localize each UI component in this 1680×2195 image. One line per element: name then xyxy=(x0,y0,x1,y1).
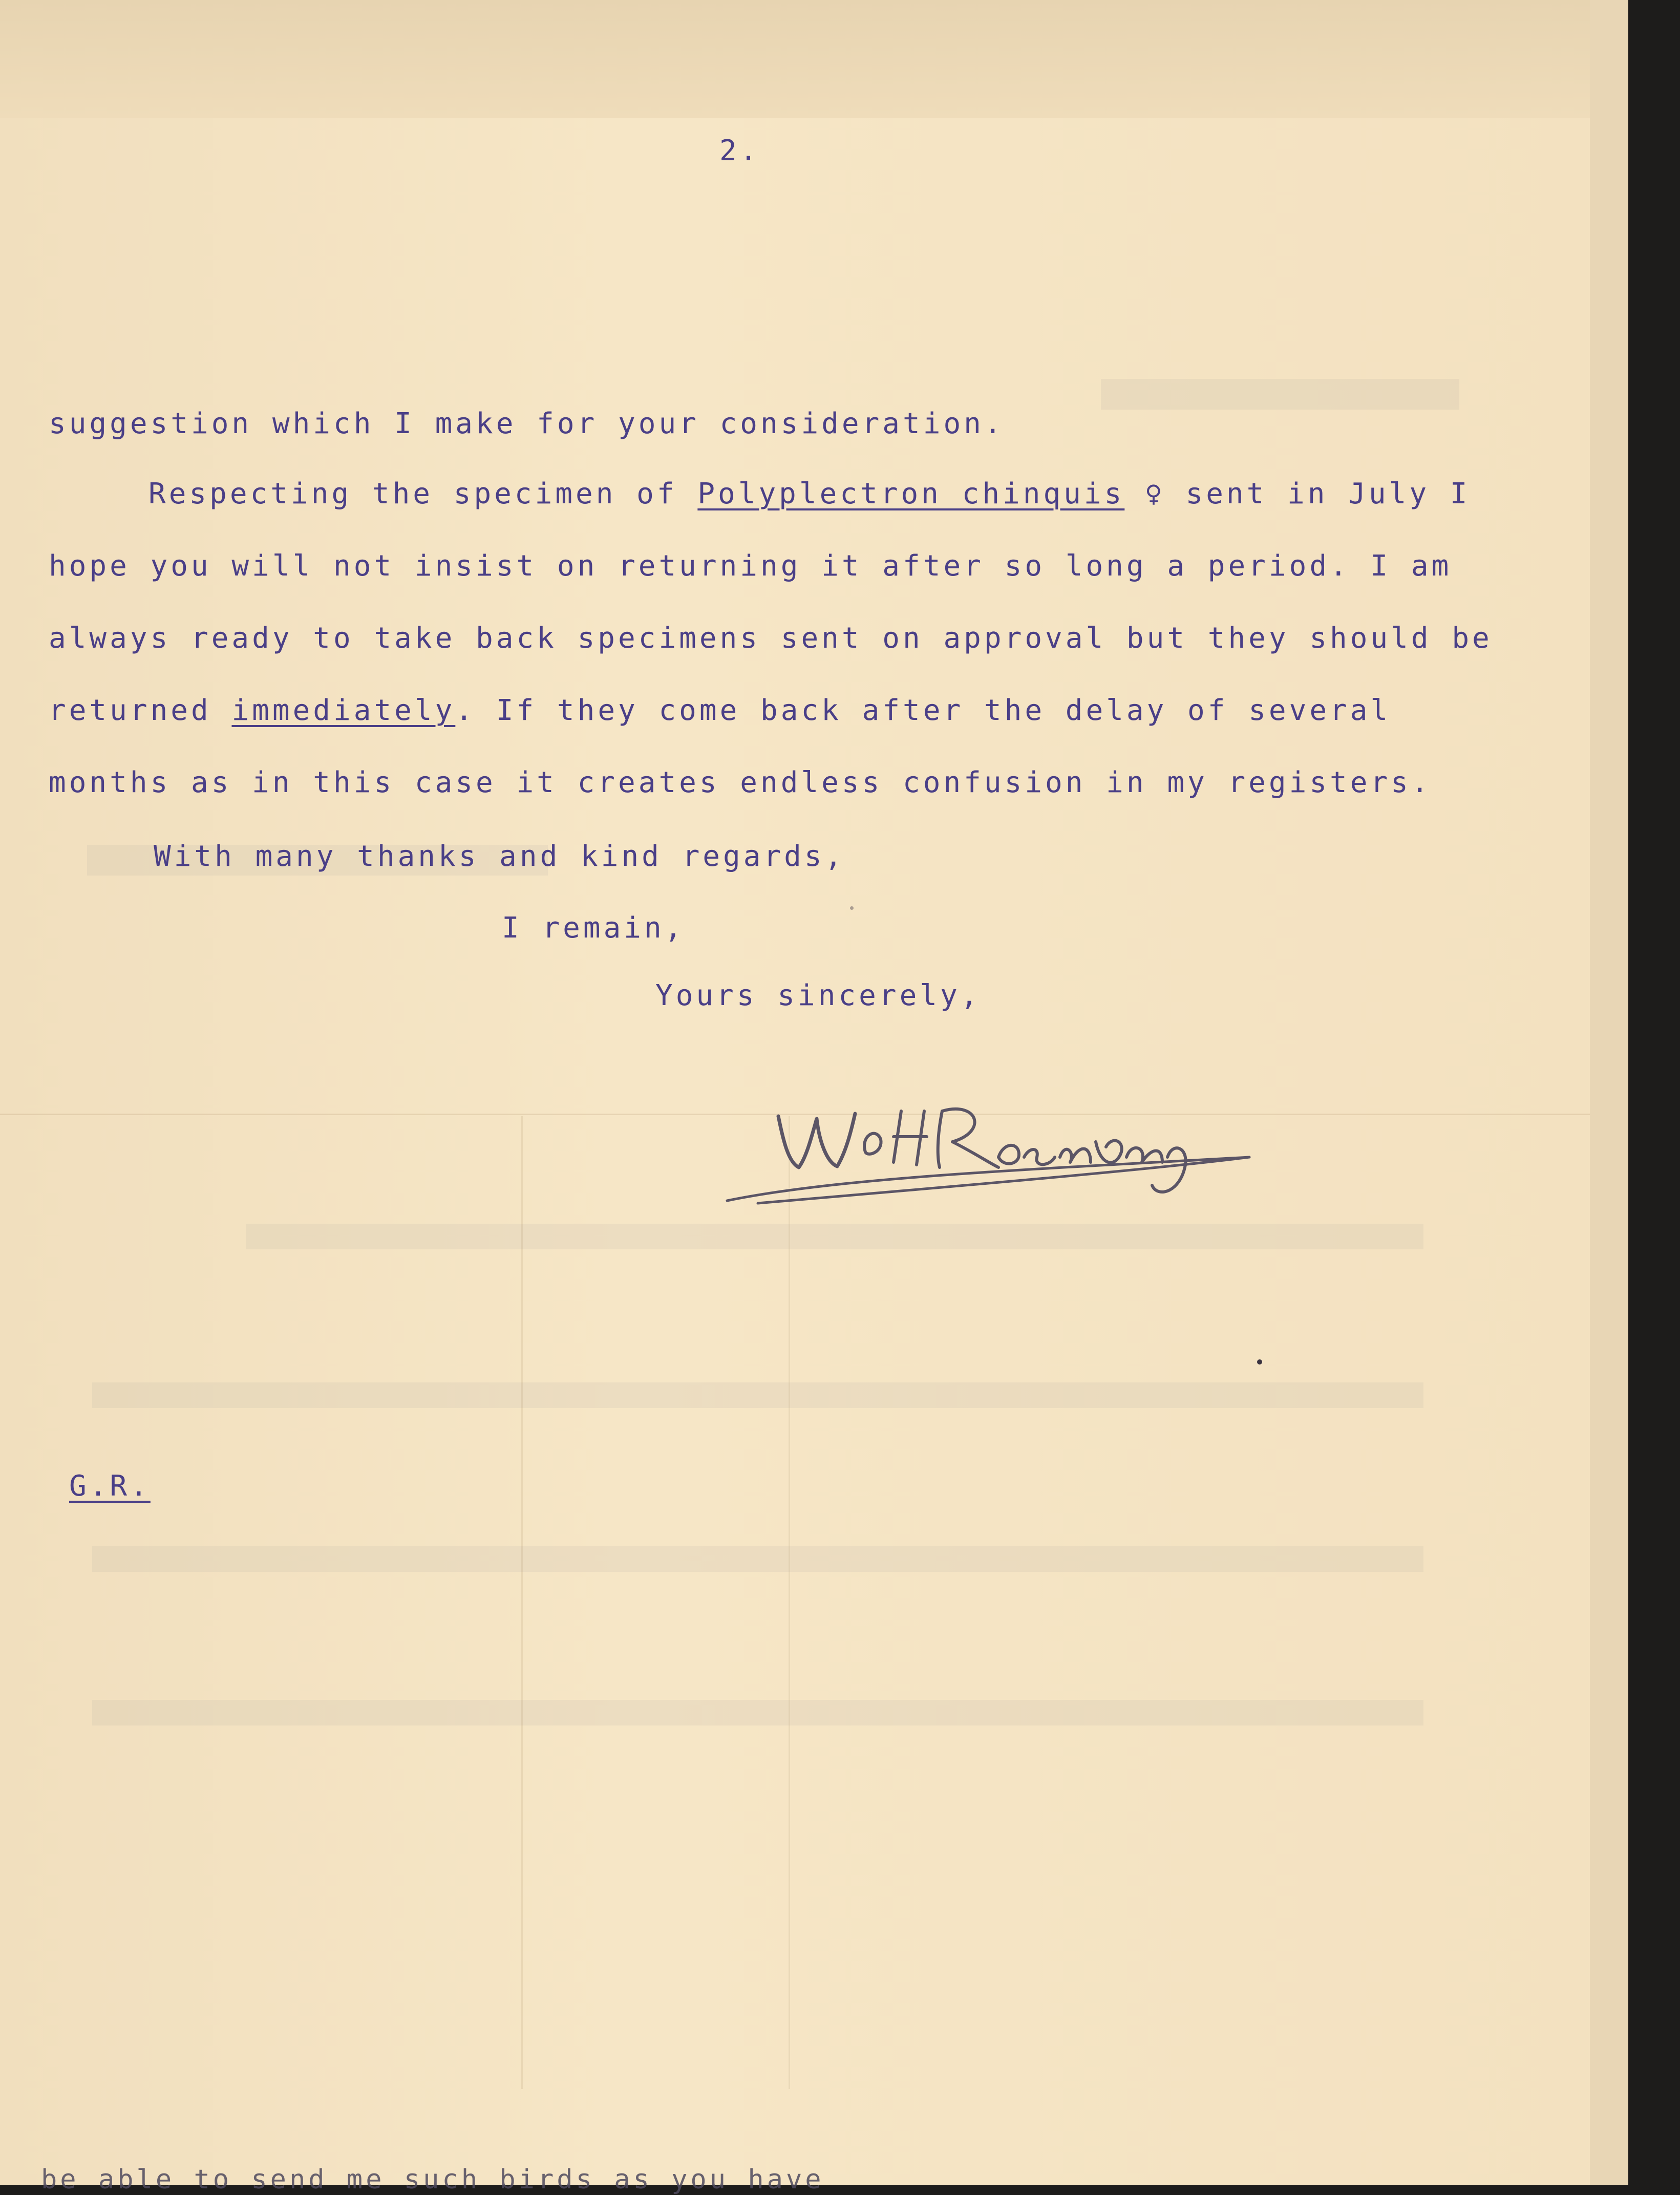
species-name: Polyplectron chinquis xyxy=(697,477,1125,510)
body-line-5: returned immediately. If they come back after the delay of several xyxy=(49,694,1391,727)
underlying-page-text-fragment: be able to send me such birds as you have xyxy=(41,2164,824,2195)
fold-line-vertical xyxy=(521,1116,523,2089)
handwritten-signature xyxy=(712,1080,1275,1213)
bleed-through xyxy=(92,1382,1423,1408)
body-line-6: months as in this case it creates endless confusion in my registers. xyxy=(49,766,1432,799)
page-number: 2. xyxy=(719,134,760,167)
ink-speck xyxy=(1257,1359,1262,1365)
ink-speck xyxy=(850,906,854,910)
typist-initials: G.R. xyxy=(69,1469,151,1503)
emphasis-immediately: immediately xyxy=(231,694,456,727)
closing-yours: Yours sincerely, xyxy=(655,979,981,1012)
bleed-through xyxy=(92,1700,1423,1725)
closing-remain: I remain, xyxy=(502,911,685,945)
body-line-3: hope you will not insist on returning it after so long a period. I am xyxy=(49,549,1452,583)
top-edge xyxy=(0,0,1590,118)
bleed-through xyxy=(92,1546,1423,1572)
closing-thanks: With many thanks and kind regards, xyxy=(154,840,845,873)
bleed-through xyxy=(246,1224,1423,1249)
body-line-2: Respecting the specimen of Polyplectron chinquis ♀ sent in July I xyxy=(148,477,1471,510)
body-line-1: suggestion which I make for your consideration. xyxy=(49,407,1005,440)
fold-line-vertical-2 xyxy=(789,1116,790,2089)
body-line-4: always ready to take back specimens sent on approval but they should be xyxy=(49,622,1493,655)
bleed-through xyxy=(1101,379,1459,410)
